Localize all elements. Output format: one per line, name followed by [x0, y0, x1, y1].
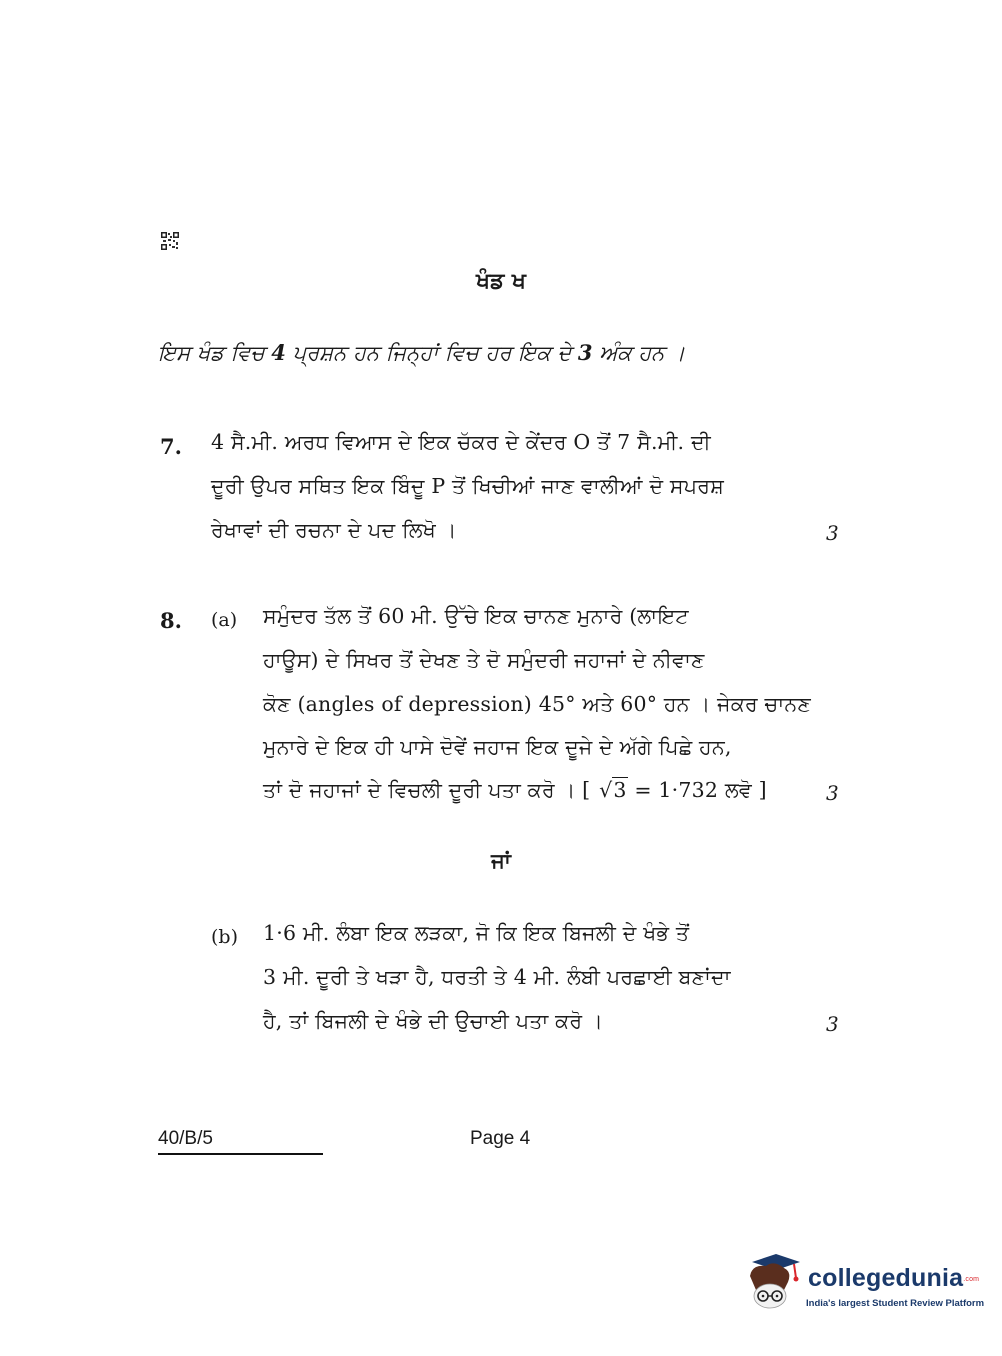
paper-code-underline [158, 1153, 323, 1155]
q8a-line-5-text: ਤਾਂ ਦੋ ਜਹਾਜਾਂ ਦੇ ਵਿਚਲੀ ਦੂਰੀ ਪਤਾ ਕਰੋ । [ [263, 778, 598, 802]
instructions-text: ਇਸ ਖੰਡ ਵਿਚ [158, 341, 272, 365]
page-number: Page 4 [470, 1128, 531, 1149]
brand-name [808, 1264, 979, 1293]
sqrt-argument: 3 [613, 778, 627, 802]
brand-dotcom: .com [963, 1275, 980, 1283]
question-count: 4 [271, 340, 286, 365]
q8b-line-2: 3 ਮੀ. ਦੂਰੀ ਤੇ ਖੜਾ ਹੈ, ਧਰਤੀ ਤੇ 4 ਮੀ. ਲੰਬੀ ਪਰਛਾਈ ਬਣਾਂਦਾ [263, 965, 731, 989]
instructions-text: ਅੰਕ ਹਨ । [592, 341, 686, 365]
sqrt-symbol: √3 [599, 778, 627, 802]
q8b-line-1: 1·6 ਮੀ. ਲੰਬਾ ਇਕ ਲੜਕਾ, ਜੋ ਕਿ ਇਕ ਬਿਜਲੀ ਦੇ ਖੰਭੇ ਤੋਂ [263, 921, 690, 945]
question-number-7: 7. [160, 434, 182, 459]
q8b-line-3: ਹੈ, ਤਾਂ ਬਿਜਲੀ ਦੇ ਖੰਭੇ ਦੀ ਉਚਾਈ ਪਤਾ ਕਰੋ । [263, 1009, 603, 1033]
q8a-line-1: ਸਮੁੰਦਰ ਤੱਲ ਤੋਂ 60 ਮੀ. ਉੱਚੇ ਇਕ ਚਾਨਣ ਮੁਨਾਰੇ (ਲਾਇਟ [263, 604, 689, 628]
collegedunia-mascot-icon [744, 1252, 806, 1312]
marks-each: 3 [577, 340, 593, 365]
q8a-line-4: ਮੁਨਾਰੇ ਦੇ ਇਕ ਹੀ ਪਾਸੇ ਦੋਵੇਂ ਜਹਾਜ ਇਕ ਦੂਜੇ ਦੇ ਅੱਗੇ ਪਿਛੇ ਹਨ, [263, 735, 732, 759]
q8a-line-5-tail: = 1·732 ਲਵੋ ] [627, 778, 767, 802]
q7-line-2: ਦੂਰੀ ਉਪਰ ਸਥਿਤ ਇਕ ਬਿੰਦੂ P ਤੋਂ ਖਿਚੀਆਂ ਜਾਣ ਵਾਲੀਆਂ ਦੋ ਸਪਰਸ਼ [211, 474, 724, 498]
instructions-text: ਪ੍ਰਸ਼ਨ ਹਨ ਜਿਨ੍ਹਾਂ ਵਿਚ ਹਰ ਇਕ ਦੇ [285, 341, 578, 365]
brand-tagline: India's largest Student Review Platform [806, 1298, 985, 1309]
q7-marks: 3 [826, 521, 839, 545]
q7-line-3: ਰੇਖਾਵਾਂ ਦੀ ਰਚਨਾ ਦੇ ਪਦ ਲਿਖੋ । [211, 518, 457, 542]
q8a-line-2: ਹਾਊਸ) ਦੇ ਸਿਖਰ ਤੋਂ ਦੇਖਣ ਤੇ ਦੋ ਸਮੁੰਦਰੀ ਜਹਾਜਾਂ ਦੇ ਨੀਵਾਣ [263, 648, 705, 672]
qr-code-icon [161, 232, 179, 250]
q8b-label: (b) [211, 926, 238, 948]
q8a-label: (a) [211, 609, 238, 631]
q7-line-1: 4 ਸੈ.ਮੀ. ਅਰਧ ਵਿਆਸ ਦੇ ਇਕ ਚੱਕਰ ਦੇ ਕੇਂਦਰ O ਤੋਂ 7 ਸੈ.ਮੀ. ਦੀ [211, 430, 711, 454]
q8a-line-3: ਕੋਣ (angles of depression) 45° ਅਤੇ 60° ਹਨ । ਜੇਕਰ ਚਾਨਣ [263, 692, 811, 716]
question-number-8: 8. [160, 608, 182, 633]
q8b-marks: 3 [826, 1012, 839, 1036]
paper-code: 40/B/5 [158, 1128, 213, 1149]
or-separator: ਜਾਂ [491, 848, 511, 873]
q8a-marks: 3 [826, 781, 839, 805]
section-title: ਖੰਡ ਖ [476, 268, 526, 294]
brand-name-text: collegedunia [808, 1264, 964, 1292]
section-instructions [158, 340, 685, 366]
q8a-line-5 [263, 778, 767, 803]
